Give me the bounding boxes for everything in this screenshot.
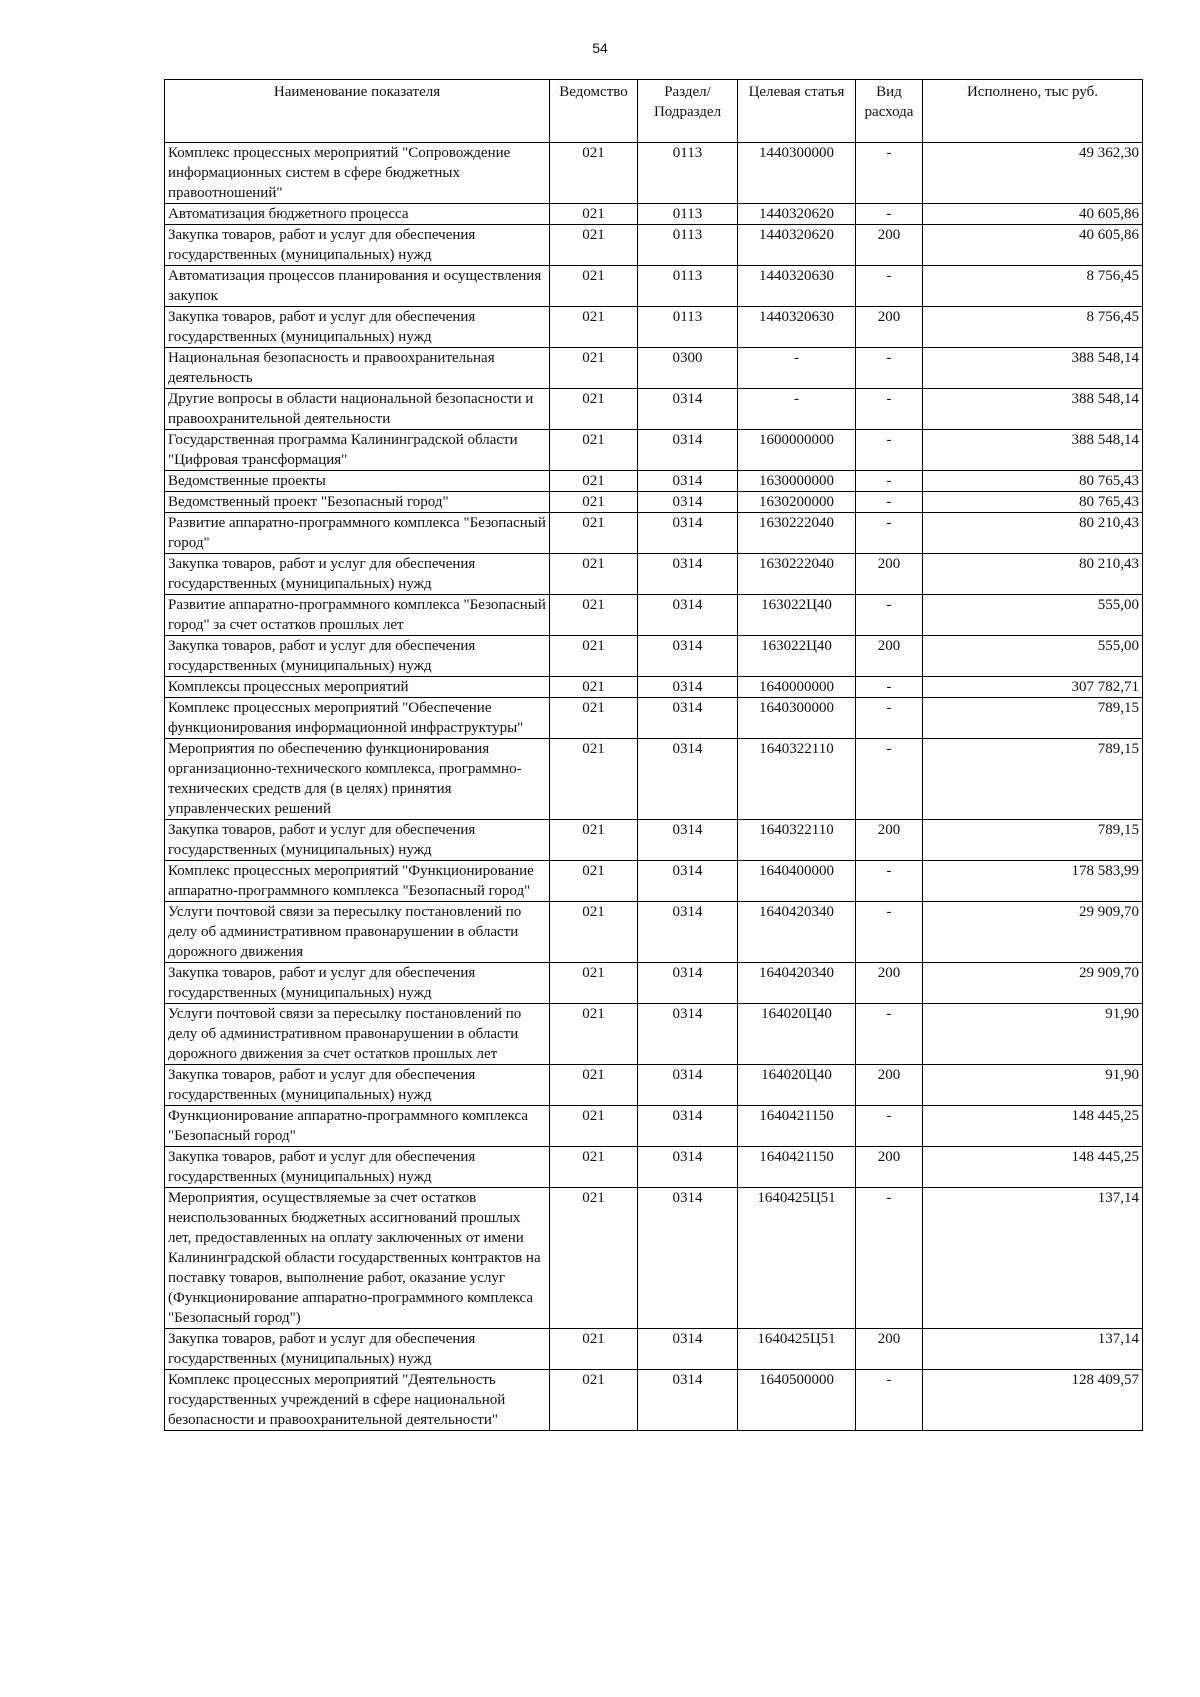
table-row (165, 1004, 1143, 1065)
table-row (165, 1370, 1143, 1431)
table-row (165, 143, 1143, 204)
cell-department: 021 (550, 902, 638, 963)
cell-department: 021 (550, 1147, 638, 1188)
cell-expense-kind: 200 (856, 820, 923, 861)
cell-department: 021 (550, 595, 638, 636)
cell-expense-kind: 200 (856, 963, 923, 1004)
table-row (165, 1147, 1143, 1188)
cell-section: 0314 (638, 1065, 738, 1106)
cell-amount-executed: 148 445,25 (923, 1106, 1143, 1147)
cell-indicator-name: Комплекс процессных мероприятий "Обеспечение функционирования информационной инфраструктуры" (165, 698, 550, 739)
cell-department: 021 (550, 430, 638, 471)
cell-department: 021 (550, 266, 638, 307)
cell-indicator-name: Комплекс процессных мероприятий "Сопровождение информационных систем в сфере бюджетных правоотношений" (165, 143, 550, 204)
table-row (165, 225, 1143, 266)
cell-indicator-name: Закупка товаров, работ и услуг для обеспечения государственных (муниципальных) нужд (165, 820, 550, 861)
cell-department: 021 (550, 143, 638, 204)
table-row (165, 963, 1143, 1004)
table-row (165, 348, 1143, 389)
cell-department: 021 (550, 820, 638, 861)
cell-department: 021 (550, 348, 638, 389)
cell-section: 0314 (638, 1147, 738, 1188)
table-row (165, 430, 1143, 471)
cell-target-article: 1640300000 (738, 698, 856, 739)
cell-amount-executed: 49 362,30 (923, 143, 1143, 204)
cell-indicator-name: Закупка товаров, работ и услуг для обеспечения государственных (муниципальных) нужд (165, 963, 550, 1004)
cell-indicator-name: Закупка товаров, работ и услуг для обеспечения государственных (муниципальных) нужд (165, 1329, 550, 1370)
cell-expense-kind: 200 (856, 1065, 923, 1106)
cell-section: 0113 (638, 266, 738, 307)
cell-section: 0300 (638, 348, 738, 389)
cell-target-article: 1440320630 (738, 307, 856, 348)
cell-target-article: 1630000000 (738, 471, 856, 492)
cell-section: 0314 (638, 1329, 738, 1370)
cell-amount-executed: 555,00 (923, 636, 1143, 677)
cell-section: 0314 (638, 1106, 738, 1147)
cell-department: 021 (550, 389, 638, 430)
page-number: 54 (592, 40, 608, 56)
cell-target-article: 1440320620 (738, 204, 856, 225)
cell-section: 0314 (638, 513, 738, 554)
table-row (165, 595, 1143, 636)
cell-section: 0314 (638, 963, 738, 1004)
cell-expense-kind: - (856, 1188, 923, 1329)
cell-department: 021 (550, 963, 638, 1004)
cell-target-article: 163022Ц40 (738, 595, 856, 636)
cell-target-article: 1640322110 (738, 739, 856, 820)
cell-indicator-name: Автоматизация процессов планирования и осуществления закупок (165, 266, 550, 307)
cell-target-article: 1600000000 (738, 430, 856, 471)
cell-section: 0314 (638, 389, 738, 430)
cell-target-article: 1630200000 (738, 492, 856, 513)
cell-target-article: - (738, 348, 856, 389)
cell-section: 0314 (638, 677, 738, 698)
cell-department: 021 (550, 1065, 638, 1106)
cell-expense-kind: - (856, 471, 923, 492)
cell-target-article: 1640425Ц51 (738, 1329, 856, 1370)
cell-expense-kind: 200 (856, 225, 923, 266)
cell-amount-executed: 388 548,14 (923, 430, 1143, 471)
cell-indicator-name: Закупка товаров, работ и услуг для обеспечения государственных (муниципальных) нужд (165, 1147, 550, 1188)
header-indicator-name: Наименование показателя (165, 80, 550, 143)
table-row (165, 471, 1143, 492)
cell-target-article: 1640420340 (738, 963, 856, 1004)
cell-target-article: 1440320630 (738, 266, 856, 307)
cell-department: 021 (550, 739, 638, 820)
cell-amount-executed: 80 765,43 (923, 471, 1143, 492)
cell-expense-kind: - (856, 902, 923, 963)
cell-amount-executed: 178 583,99 (923, 861, 1143, 902)
cell-amount-executed: 80 765,43 (923, 492, 1143, 513)
header-section: Раздел/ Подраздел (638, 80, 738, 143)
cell-amount-executed: 91,90 (923, 1065, 1143, 1106)
cell-amount-executed: 789,15 (923, 739, 1143, 820)
table-row (165, 739, 1143, 820)
cell-expense-kind: - (856, 143, 923, 204)
cell-expense-kind: - (856, 677, 923, 698)
cell-indicator-name: Закупка товаров, работ и услуг для обеспечения государственных (муниципальных) нужд (165, 307, 550, 348)
cell-target-article: 1640421150 (738, 1147, 856, 1188)
cell-target-article: 1640425Ц51 (738, 1188, 856, 1329)
cell-section: 0314 (638, 1188, 738, 1329)
cell-indicator-name: Ведомственный проект "Безопасный город" (165, 492, 550, 513)
cell-expense-kind: - (856, 492, 923, 513)
cell-department: 021 (550, 677, 638, 698)
cell-section: 0314 (638, 1370, 738, 1431)
cell-expense-kind: - (856, 348, 923, 389)
cell-target-article: 1640421150 (738, 1106, 856, 1147)
cell-indicator-name: Мероприятия по обеспечению функционирования организационно-технического комплекса, программно-технических средств для (в целях) принятия управленческих решений (165, 739, 550, 820)
table-row (165, 492, 1143, 513)
cell-indicator-name: Национальная безопасность и правоохранительная деятельность (165, 348, 550, 389)
cell-section: 0314 (638, 698, 738, 739)
cell-amount-executed: 40 605,86 (923, 225, 1143, 266)
cell-indicator-name: Услуги почтовой связи за пересылку постановлений по делу об административном правонарушении в области дорожного движения (165, 902, 550, 963)
cell-section: 0314 (638, 595, 738, 636)
cell-section: 0113 (638, 225, 738, 266)
cell-expense-kind: 200 (856, 1147, 923, 1188)
cell-expense-kind: 200 (856, 636, 923, 677)
cell-expense-kind: 200 (856, 307, 923, 348)
cell-indicator-name: Комплекс процессных мероприятий "Деятельность государственных учреждений в сфере национальной безопасности и правоохранительной деятельности" (165, 1370, 550, 1431)
cell-indicator-name: Услуги почтовой связи за пересылку постановлений по делу об административном правонарушении в области дорожного движения за счет остатков прошлых лет (165, 1004, 550, 1065)
cell-target-article: 1640420340 (738, 902, 856, 963)
cell-amount-executed: 8 756,45 (923, 266, 1143, 307)
cell-expense-kind: - (856, 430, 923, 471)
cell-target-article: 1440300000 (738, 143, 856, 204)
cell-expense-kind: 200 (856, 554, 923, 595)
cell-section: 0113 (638, 307, 738, 348)
cell-section: 0314 (638, 739, 738, 820)
cell-indicator-name: Ведомственные проекты (165, 471, 550, 492)
cell-section: 0314 (638, 471, 738, 492)
cell-expense-kind: - (856, 595, 923, 636)
cell-expense-kind: - (856, 1106, 923, 1147)
cell-expense-kind: - (856, 266, 923, 307)
cell-section: 0314 (638, 861, 738, 902)
cell-department: 021 (550, 1370, 638, 1431)
cell-target-article: 1640322110 (738, 820, 856, 861)
cell-amount-executed: 91,90 (923, 1004, 1143, 1065)
cell-department: 021 (550, 861, 638, 902)
cell-department: 021 (550, 471, 638, 492)
cell-amount-executed: 148 445,25 (923, 1147, 1143, 1188)
cell-indicator-name: Автоматизация бюджетного процесса (165, 204, 550, 225)
cell-indicator-name: Функционирование аппаратно-программного комплекса "Безопасный город" (165, 1106, 550, 1147)
cell-target-article: 164020Ц40 (738, 1004, 856, 1065)
cell-section: 0314 (638, 902, 738, 963)
cell-target-article: 1440320620 (738, 225, 856, 266)
cell-indicator-name: Закупка товаров, работ и услуг для обеспечения государственных (муниципальных) нужд (165, 554, 550, 595)
cell-department: 021 (550, 1106, 638, 1147)
cell-expense-kind: - (856, 204, 923, 225)
cell-amount-executed: 8 756,45 (923, 307, 1143, 348)
cell-expense-kind: - (856, 861, 923, 902)
header-amount-executed: Исполнено, тыс руб. (923, 80, 1143, 143)
cell-amount-executed: 388 548,14 (923, 348, 1143, 389)
cell-indicator-name: Развитие аппаратно-программного комплекса "Безопасный город" за счет остатков прошлых лет (165, 595, 550, 636)
table-row (165, 636, 1143, 677)
cell-section: 0314 (638, 820, 738, 861)
cell-indicator-name: Комплекс процессных мероприятий "Функционирование аппаратно-программного комплекса "Безопасный город" (165, 861, 550, 902)
cell-department: 021 (550, 1004, 638, 1065)
table-row (165, 677, 1143, 698)
cell-indicator-name: Закупка товаров, работ и услуг для обеспечения государственных (муниципальных) нужд (165, 225, 550, 266)
cell-indicator-name: Другие вопросы в области национальной безопасности и правоохранительной деятельности (165, 389, 550, 430)
cell-target-article: - (738, 389, 856, 430)
cell-department: 021 (550, 554, 638, 595)
table-row (165, 554, 1143, 595)
cell-amount-executed: 555,00 (923, 595, 1143, 636)
cell-section: 0314 (638, 1004, 738, 1065)
cell-amount-executed: 29 909,70 (923, 963, 1143, 1004)
cell-target-article: 163022Ц40 (738, 636, 856, 677)
cell-amount-executed: 137,14 (923, 1188, 1143, 1329)
table-row (165, 861, 1143, 902)
cell-amount-executed: 789,15 (923, 698, 1143, 739)
cell-expense-kind: - (856, 1370, 923, 1431)
cell-department: 021 (550, 1188, 638, 1329)
cell-expense-kind: - (856, 513, 923, 554)
cell-expense-kind: - (856, 739, 923, 820)
cell-amount-executed: 388 548,14 (923, 389, 1143, 430)
cell-target-article: 1630222040 (738, 554, 856, 595)
cell-amount-executed: 80 210,43 (923, 554, 1143, 595)
cell-target-article: 1640500000 (738, 1370, 856, 1431)
cell-department: 021 (550, 698, 638, 739)
table-row (165, 1188, 1143, 1329)
cell-indicator-name: Мероприятия, осуществляемые за счет остатков неиспользованных бюджетных ассигнований прошлых лет, предоставленных на оплату заключенных от имени Калининградской области государственных контрактов на поставку товаров, выполнение работ, оказание услуг (Функционирование аппаратно-программного комплекса "Безопасный город") (165, 1188, 550, 1329)
cell-department: 021 (550, 225, 638, 266)
cell-section: 0113 (638, 204, 738, 225)
table-row (165, 266, 1143, 307)
cell-department: 021 (550, 492, 638, 513)
cell-amount-executed: 789,15 (923, 820, 1143, 861)
cell-department: 021 (550, 513, 638, 554)
cell-amount-executed: 307 782,71 (923, 677, 1143, 698)
header-target-article: Целевая статья (738, 80, 856, 143)
table-row (165, 204, 1143, 225)
cell-target-article: 1640000000 (738, 677, 856, 698)
cell-expense-kind: - (856, 389, 923, 430)
cell-target-article: 1630222040 (738, 513, 856, 554)
cell-indicator-name: Закупка товаров, работ и услуг для обеспечения государственных (муниципальных) нужд (165, 636, 550, 677)
table-row (165, 513, 1143, 554)
cell-expense-kind: - (856, 1004, 923, 1065)
cell-section: 0113 (638, 143, 738, 204)
table-row (165, 902, 1143, 963)
cell-target-article: 1640400000 (738, 861, 856, 902)
budget-execution-table (164, 79, 1143, 1431)
cell-section: 0314 (638, 554, 738, 595)
cell-indicator-name: Развитие аппаратно-программного комплекса "Безопасный город" (165, 513, 550, 554)
table-row (165, 820, 1143, 861)
cell-department: 021 (550, 1329, 638, 1370)
table-row (165, 698, 1143, 739)
cell-section: 0314 (638, 636, 738, 677)
cell-amount-executed: 80 210,43 (923, 513, 1143, 554)
header-department: Ведомство (550, 80, 638, 143)
cell-amount-executed: 128 409,57 (923, 1370, 1143, 1431)
cell-section: 0314 (638, 492, 738, 513)
cell-indicator-name: Комплексы процессных мероприятий (165, 677, 550, 698)
cell-amount-executed: 29 909,70 (923, 902, 1143, 963)
cell-expense-kind: 200 (856, 1329, 923, 1370)
table-body (165, 143, 1143, 1431)
cell-department: 021 (550, 636, 638, 677)
cell-section: 0314 (638, 430, 738, 471)
cell-department: 021 (550, 204, 638, 225)
header-expense-kind: Вид расхода (856, 80, 923, 143)
table-header-row (165, 80, 1143, 143)
cell-expense-kind: - (856, 698, 923, 739)
cell-target-article: 164020Ц40 (738, 1065, 856, 1106)
cell-amount-executed: 40 605,86 (923, 204, 1143, 225)
table-row (165, 1106, 1143, 1147)
table-row (165, 307, 1143, 348)
cell-indicator-name: Государственная программа Калининградской области "Цифровая трансформация" (165, 430, 550, 471)
cell-department: 021 (550, 307, 638, 348)
table-row (165, 1329, 1143, 1370)
table-row (165, 1065, 1143, 1106)
cell-indicator-name: Закупка товаров, работ и услуг для обеспечения государственных (муниципальных) нужд (165, 1065, 550, 1106)
cell-amount-executed: 137,14 (923, 1329, 1143, 1370)
table-row (165, 389, 1143, 430)
